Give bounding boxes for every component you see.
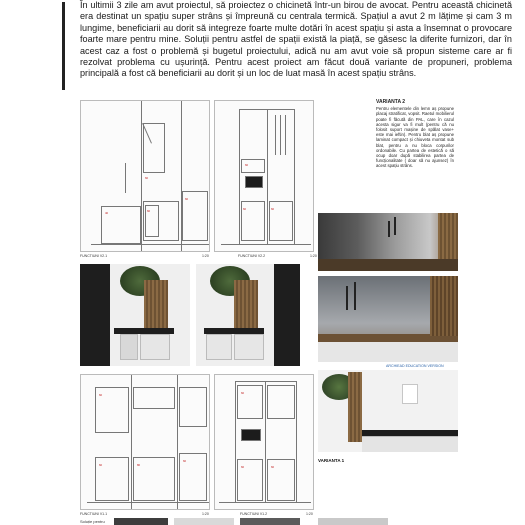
variant-2-label: VARIANTA 2 [376, 99, 406, 105]
elevation-drawing-v1-2: 60 60 60 [214, 374, 314, 510]
render-photo [174, 518, 234, 525]
render-photo [318, 518, 388, 525]
intro-block [0, 0, 525, 92]
drawing-caption: FUNCTIUNI V1.1 [80, 512, 108, 516]
variant-1-label: VARIANTA 1 [318, 458, 345, 463]
variant-2-notes [376, 100, 454, 210]
drawing-caption: FUNCTIUNI V2.1 [80, 254, 108, 258]
drawing-caption: FUNCTIUNI V1.2 [240, 512, 268, 516]
drawing-caption: FUNCTIUNI V2.2 [238, 254, 266, 258]
render-photo [318, 276, 458, 362]
drawing-scale: 1:20 [310, 254, 317, 258]
accent-bar [62, 2, 65, 90]
elevation-drawing-v2-2: 60 60 60 [214, 100, 314, 252]
render-photo [114, 518, 168, 525]
drawing-scale: 1:20 [306, 512, 313, 516]
watermark: ARCHIEAD EDUCATION VERSION [386, 364, 444, 368]
elevation-drawing-v2-1: 40 60 60 60 [80, 100, 210, 252]
render-photo [240, 518, 300, 525]
render-photo [318, 370, 458, 452]
drawing-scale: 1:20 [202, 254, 209, 258]
variant-2-text: Pentru elementele din lemn aș propune placaj stratificat, vopsit. Raetul mobilierul poate fi făcută din PAL, care în cazul acesta sigur va fi mult (pentru că nu folosit suport mașine de spălat vase+ este mai ieftin). Pentru blat aș propune laminat compact și chiuveta montat sub blat, pentru a nu bloca corpurilor ordonabile. Cu partea de estetică o să ocup doar după stabilirea partea de funcționalitate ( doar să nu ajunsez) în acest spațiu strâns. [376, 106, 454, 169]
render-photo [80, 264, 190, 366]
elevation-drawing-v1-1: 60 80 60 60 [80, 374, 210, 510]
render-photo [318, 213, 458, 271]
intro-paragraph: În ultimii 3 zile am avut proiectul, să proiectez o chicinetă într-un birou de avocat. Pentru această chicinetă era destinat un spațiu super strâns și împreună cu centrala termică. Spațiul a avut 2 m lățime și cam 3 m lungime, beneficiarii au dorit să integreze foarte multe dotări în acest spațiu și asta a însemnat o provocare foarte mare pentru mine. Soluții pentru astfel de spații există la piață, se găsesc la diferite furnizori, dar în acest caz a fost o problemă și bugetul proiectului, adică nu am avut voie să propun sisteme care ar fi rezolvat problema cu ușurință. Pentru acest proiect am făcut două variante de propuneri, problema principală a fost că beneficiarii au dorit și un loc de luat masă în acest spațiu strâns. [80, 0, 512, 79]
render-photo [196, 264, 300, 366]
footer-label: Soluție pentru [80, 519, 105, 524]
drawing-scale: 1:20 [202, 512, 209, 516]
